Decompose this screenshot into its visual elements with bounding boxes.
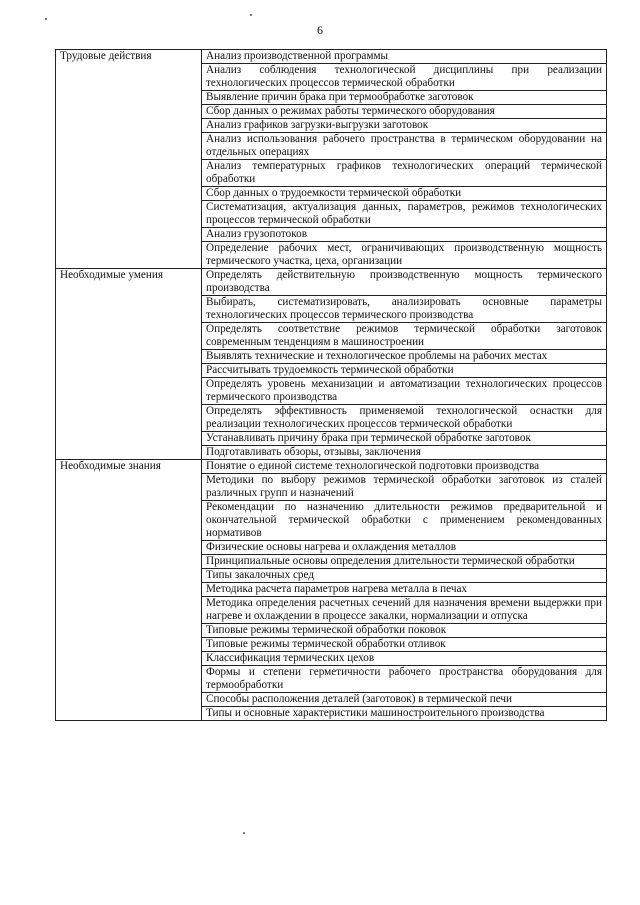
requirement-item: Анализ грузопотоков: [202, 228, 607, 242]
requirement-item: Типовые режимы термической обработки отливок: [202, 638, 607, 652]
requirement-item: Анализ использования рабочего пространства в термическом оборудовании на отдельных операциях: [202, 133, 607, 160]
requirement-item: Определение рабочих мест, ограничивающих производственную мощность термического участка, цеха, организации: [202, 242, 607, 269]
requirement-item: Устанавливать причину брака при термической обработке заготовок: [202, 432, 607, 446]
requirement-item: Типы закалочных сред: [202, 569, 607, 583]
requirement-item: Типы и основные характеристики машиностроительного производства: [202, 707, 607, 721]
requirement-item: Понятие о единой системе технологической подготовки производства: [202, 460, 607, 474]
requirement-item: Методика определения расчетных сечений для назначения времени выдержки при нагреве и охлаждении в процессе закалки, нормализации и отпуска: [202, 597, 607, 624]
scan-speck: [250, 14, 252, 16]
requirement-item: Методика расчета параметров нагрева металла в печах: [202, 583, 607, 597]
requirement-item: Выявление причин брака при термообработке заготовок: [202, 91, 607, 105]
requirement-item: Определять эффективность применяемой технологической оснастки для реализации технологических процессов термической обработки: [202, 405, 607, 432]
requirement-item: Определять уровень механизации и автоматизации технологических процессов термического производства: [202, 378, 607, 405]
requirement-item: Подготавливать обзоры, отзывы, заключения: [202, 446, 607, 460]
requirement-item: Способы расположения деталей (заготовок) в термической печи: [202, 693, 607, 707]
page-number: 6: [317, 23, 323, 37]
section-label: Трудовые действия: [56, 50, 202, 269]
requirement-item: Сбор данных о режимах работы термического оборудования: [202, 105, 607, 119]
requirement-item: Систематизация, актуализация данных, параметров, режимов технологических процессов термической обработки: [202, 201, 607, 228]
scan-speck: [45, 18, 47, 20]
requirement-item: Определять действительную производственную мощность термического производства: [202, 269, 607, 296]
requirement-item: Определять соответствие режимов термической обработки заготовок современным тенденциям в машиностроении: [202, 323, 607, 350]
requirement-item: Анализ графиков загрузки-выгрузки заготовок: [202, 119, 607, 133]
requirement-item: Классификация термических цехов: [202, 652, 607, 666]
requirement-item: Принципиальные основы определения длительности термической обработки: [202, 555, 607, 569]
table-row: [56, 269, 607, 296]
requirement-item: Формы и степени герметичности рабочего пространства оборудования для термообработки: [202, 666, 607, 693]
requirement-item: Рассчитывать трудоемкость термической обработки: [202, 364, 607, 378]
section-label: Необходимые знания: [56, 460, 202, 721]
requirement-item: Анализ соблюдения технологической дисциплины при реализации технологических процессов термической обработки: [202, 64, 607, 91]
requirement-item: Выявлять технические и технологическое проблемы на рабочих местах: [202, 350, 607, 364]
requirement-item: Типовые режимы термической обработки поковок: [202, 624, 607, 638]
requirement-item: Методики по выбору режимов термической обработки заготовок из сталей различных групп и назначений: [202, 474, 607, 501]
requirement-item: Сбор данных о трудоемкости термической обработки: [202, 187, 607, 201]
table-row: [56, 50, 607, 64]
section-label: Необходимые умения: [56, 269, 202, 460]
table-row: [56, 460, 607, 474]
requirement-item: Выбирать, систематизировать, анализировать основные параметры технологических процессов термического производства: [202, 296, 607, 323]
requirement-item: Анализ производственной программы: [202, 50, 607, 64]
requirement-item: Рекомендации по назначению длительности режимов предварительной и окончательной термической обработки с применением рекомендованных нормативов: [202, 501, 607, 541]
requirement-item: Анализ температурных графиков технологических операций термической обработки: [202, 160, 607, 187]
requirements-table: [55, 49, 607, 721]
scan-speck: [243, 832, 245, 834]
requirement-item: Физические основы нагрева и охлаждения металлов: [202, 541, 607, 555]
